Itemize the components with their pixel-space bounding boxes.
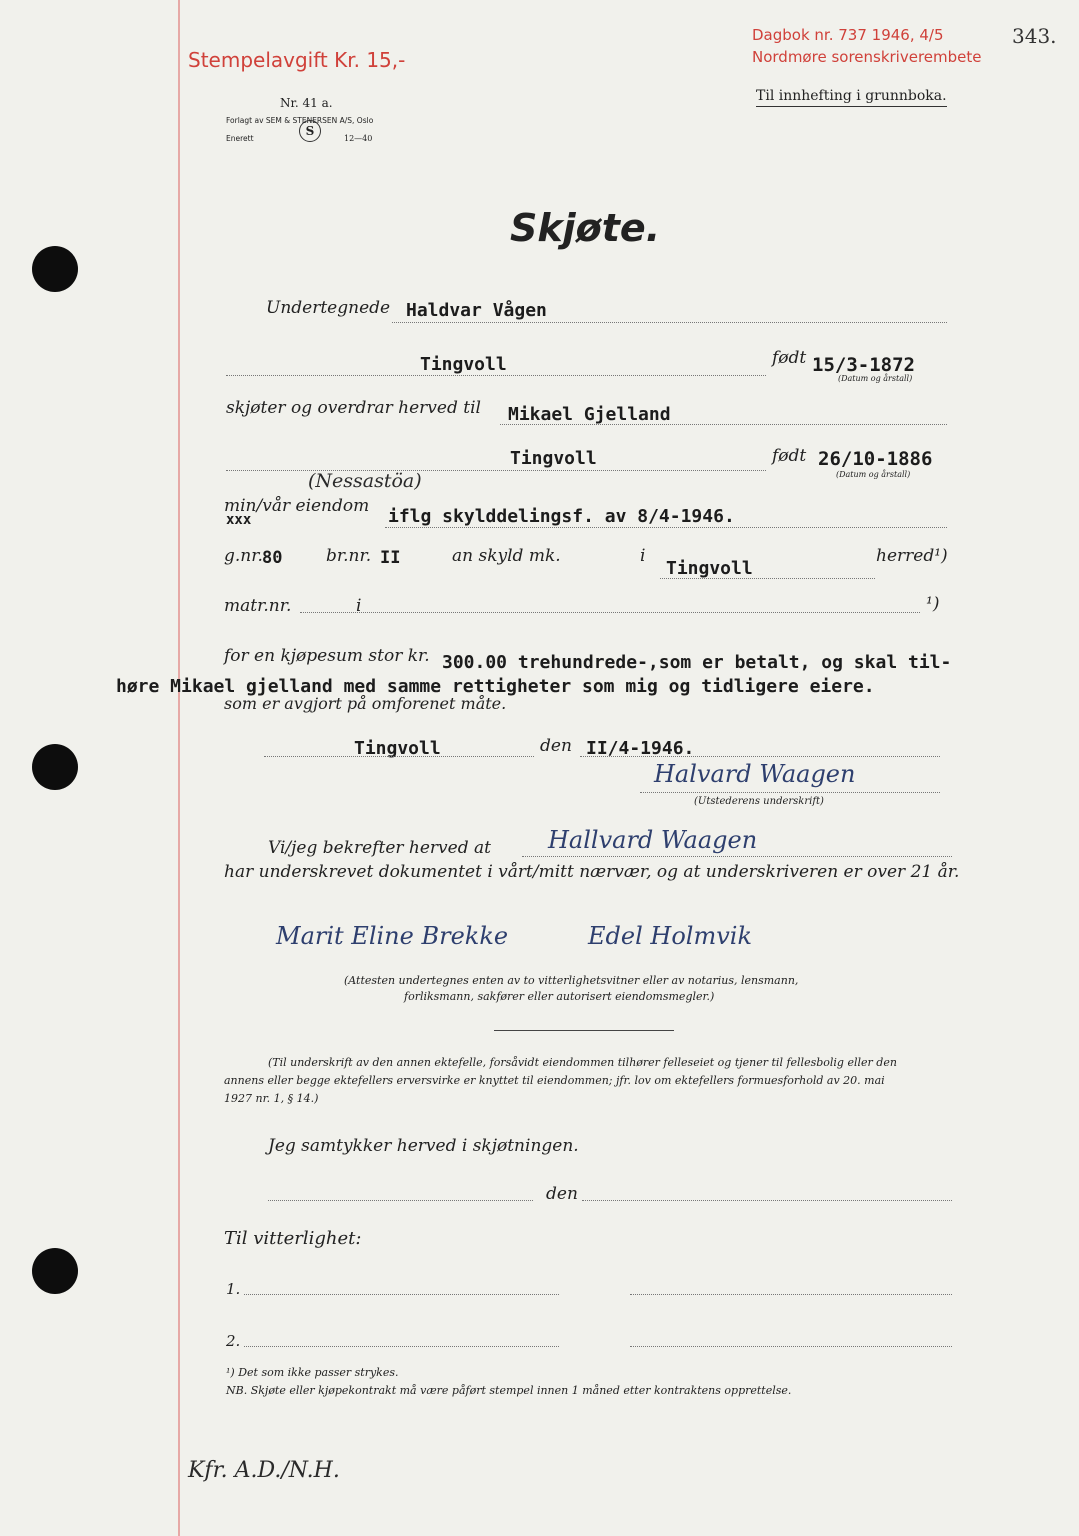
line <box>226 470 766 471</box>
price-line-1: 300.00 trehundrede-,som er betalt, og skal til- <box>442 652 952 673</box>
punch-hole <box>32 246 78 292</box>
signature-caption: (Utstederens underskrift) <box>694 796 824 807</box>
witness-heading: Til vitterlighet: <box>224 1228 362 1249</box>
confirm-label: Vi/jeg bekrefter herved at <box>268 838 491 858</box>
line <box>264 756 534 757</box>
grantee-name: Mikael Gjelland <box>508 404 671 425</box>
grantor-birth: 15/3-1872 <box>812 354 915 376</box>
witness-signature-1: Marit Eline Brekke <box>276 922 509 950</box>
born-label: født <box>772 446 807 466</box>
separator <box>494 1030 674 1031</box>
mine-label: min/vår eiendom <box>224 496 370 516</box>
line <box>660 578 875 579</box>
matr-end: ¹) <box>926 594 940 614</box>
grantor-signature: Halvard Waagen <box>654 760 856 788</box>
brnr-label: br.nr. <box>326 546 372 566</box>
signing-place: Tingvoll <box>354 738 441 759</box>
line <box>522 856 952 857</box>
witness-note-2: forliksmann, sakfører eller autorisert eiendomsmegler.) <box>404 990 715 1003</box>
publisher: Forlagt av SEM & STENERSEN A/S, Oslo <box>226 116 374 125</box>
line <box>385 527 947 528</box>
grantor-name: Haldvar Vågen <box>406 300 547 321</box>
gnr-value: 80 <box>262 548 283 568</box>
line <box>580 756 940 757</box>
line <box>244 1294 559 1295</box>
matr-i: i <box>356 596 362 616</box>
court-office: Nordmøre sorenskriverembete <box>752 48 982 66</box>
gnr-label: g.nr. <box>224 546 263 566</box>
struck-xxx: xxx <box>226 512 252 528</box>
spouse-note-2: annens eller begge ektefellers erversvirke er knyttet til eiendommen; jfr. lov om ektefellers formuesforhold av 20. mai <box>224 1074 885 1087</box>
filing-note: Til innhefting i grunnboka. <box>756 88 947 107</box>
i-label: i <box>640 546 646 566</box>
dagbok-number: Dagbok nr. 737 1946, 4/5 <box>752 26 944 44</box>
print-date: 12—40 <box>344 134 373 143</box>
property-name: (Nessastöa) <box>308 470 422 492</box>
confirm-name: Hallvard Waagen <box>548 826 758 854</box>
spouse-note-1: (Til underskrift av den annen ektefelle, forsåvidt eiendommen tilhører felleseiet og tjener til fellesbolig eller den <box>268 1056 897 1069</box>
confirm-statement: har underskrevet dokumentet i vårt/mitt nærvær, og at underskriveren er over 21 år. <box>224 862 960 882</box>
brnr-value: II <box>380 548 401 568</box>
herred-label: herred¹) <box>876 546 948 566</box>
consent-statement: Jeg samtykker herved i skjøtningen. <box>268 1136 579 1156</box>
bottom-annotation: Kfr. A.D./N.H. <box>188 1458 340 1483</box>
line <box>300 612 920 613</box>
spouse-den-label: den <box>546 1184 578 1204</box>
line <box>630 1346 952 1347</box>
price-line-2: høre Mikael gjelland med samme rettigheter som mig og tidligere eiere. <box>116 676 875 697</box>
conveys-label: skjøter og overdrar herved til <box>226 398 481 418</box>
property-description: iflg skylddelingsf. av 8/4-1946. <box>388 506 735 527</box>
grantee-birth: 26/10-1886 <box>818 448 933 470</box>
publisher-logo: S <box>299 120 321 142</box>
enerett: Enerett <box>226 134 254 143</box>
line <box>226 375 766 376</box>
date-hint: (Datum og årstall) <box>838 374 913 383</box>
margin-rule <box>178 0 180 1536</box>
line <box>582 1200 952 1201</box>
witness-note-1: (Attesten undertegnes enten av to vitterlighetsvitner eller av notarius, lensmann, <box>344 974 799 987</box>
witness-signature-2: Edel Holmvik <box>588 922 752 950</box>
footnote-nb: NB. Skjøte eller kjøpekontrakt må være påført stempel innen 1 måned etter kontraktens opprettelse. <box>226 1384 792 1397</box>
undersigned-label: Undertegnede <box>266 298 391 318</box>
grantor-place: Tingvoll <box>420 354 507 375</box>
stamp-duty: Stempelavgift Kr. 15,- <box>188 48 406 72</box>
punch-hole <box>32 744 78 790</box>
line <box>640 792 940 793</box>
spouse-note-3: 1927 nr. 1, § 14.) <box>224 1092 319 1105</box>
agreed-label: som er avgjort på omforenet måte. <box>224 694 507 713</box>
line <box>630 1294 952 1295</box>
matr-label: matr.nr. <box>224 596 292 616</box>
witness-line-1-number: 1. <box>226 1280 241 1298</box>
witness-line-2-number: 2. <box>226 1332 241 1350</box>
line <box>392 322 947 323</box>
line <box>244 1346 559 1347</box>
born-label: født <box>772 348 807 368</box>
line <box>500 424 947 425</box>
document-title: Skjøte. <box>510 206 661 250</box>
footnote-1: ¹) Det som ikke passer strykes. <box>226 1366 399 1379</box>
form-number: Nr. 41 a. <box>280 96 333 110</box>
punch-hole <box>32 1248 78 1294</box>
signing-date: II/4-1946. <box>586 738 695 759</box>
page-number: 343. <box>1012 24 1057 48</box>
den-label: den <box>540 736 572 756</box>
price-label: for en kjøpesum stor kr. <box>224 646 430 666</box>
date-hint: (Datum og årstall) <box>836 470 911 479</box>
line <box>268 1200 533 1201</box>
grantee-place: Tingvoll <box>510 448 597 469</box>
herred-value: Tingvoll <box>666 558 753 579</box>
skyld-label: an skyld mk. <box>452 546 561 566</box>
